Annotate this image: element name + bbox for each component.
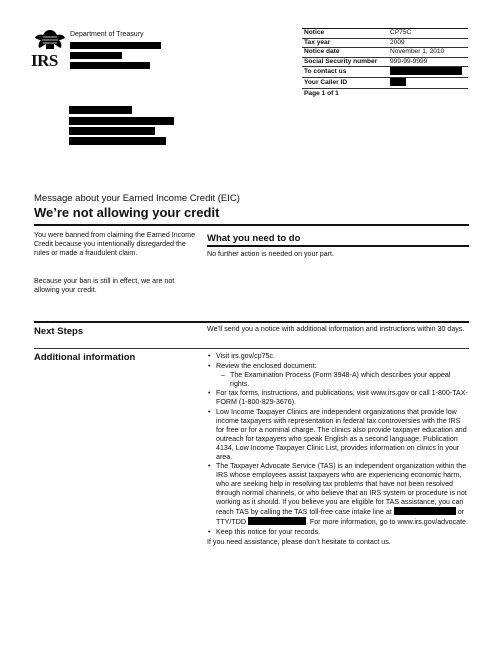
list-item [216,528,469,537]
page-number: Page 1 of 1 [304,89,339,97]
redacted-recipient-line [69,127,155,135]
list-item-text: The Taxpayer Advocate Service (TAS) is an independent organization within the IRS whose employees assist taxpayers who are experiencing economic harm, who are seeking help in resolving tax problems that have not been resolved through normal channels, or who believe that an IRS system or procedure is not working as it should. If you believe you are eligible for TAS assistance, you can reach TAS by calling the TAS toll-free case intake line at [216,462,467,516]
caller-id-row [302,78,468,89]
list-item [216,389,469,407]
tax-year-row [302,38,468,48]
redacted-address-line [70,52,122,59]
caller-id-value [388,78,468,89]
divider [34,348,469,349]
next-steps-heading: Next Steps [34,326,84,337]
message-subtitle: Message about your Earned Income Credit (EIC) [34,193,240,204]
what-you-need-heading: What you need to do [207,233,301,244]
list-item-text: or TTY/TDD [216,508,465,526]
additional-info-list [207,352,469,537]
list-item-text: For tax forms, instructions, and publications, visit www.irs.gov or call 1-800-TAX-FORM (1-800-829-3676). [216,389,468,406]
additional-info-heading: Additional information [34,352,136,363]
department-name: Department of Treasury [70,31,144,38]
page-title: We’re not allowing your credit [34,205,220,220]
notice-row [302,29,468,39]
contact-value [388,67,468,78]
list-item-text: Low Income Taxpayer Clinics are independent organizations that provide low income taxpayers with representation in federal tax controversies with the IRS for free or for a nominal charge. The clinics also provide taxpayer education and outreach for taxpayers who speak English as a second language. Publication 4134, Low Income Taxpayer Clinic List, provides information on clinics in your area. [216,407,467,461]
redacted-address-line [70,42,161,49]
ssn-value: 999-99-9999 [388,57,468,67]
notice-date-label: Notice date [302,48,388,58]
divider [34,224,469,226]
notice-value: CP75C [388,29,468,39]
tax-year-value: 2009 [388,38,468,48]
redacted-caller-id [390,78,406,86]
tax-year-label: Tax year [302,38,388,48]
list-item-text: Keep this notice for your records. [216,527,321,536]
list-item-text: Visit irs.gov/cp75c. [216,352,276,360]
contact-label: To contact us [302,67,388,78]
redacted-tty [248,517,306,525]
notice-label: Notice [302,29,388,39]
additional-info-list-container [207,352,469,547]
redacted-recipient-line [69,137,166,145]
redacted-phone [394,507,456,515]
list-item-text: . For more information, go to www.irs.gov/advocate. [305,518,468,526]
page-row [302,89,468,98]
ssn-row [302,57,468,67]
redacted-recipient-line [69,106,132,114]
contact-row [302,67,468,78]
ssn-label: Social Security number [302,57,388,67]
list-item [216,352,469,361]
irs-logo-text: IRS [31,51,58,70]
notice-date-row [302,48,468,58]
what-you-need-text: No further action is needed on your part. [207,250,334,258]
notice-date-value: November 1, 2010 [388,48,468,58]
next-steps-text: We’ll send you a notice with additional information and instructions within 30 days. [207,325,465,333]
closing-text: If you need assistance, please don’t hesitate to contact us. [207,537,391,546]
redacted-recipient-line [69,117,174,125]
list-item-text: Review the enclosed document: [216,361,317,370]
list-item [216,462,469,527]
redacted-phone [390,67,462,75]
list-item [216,362,469,389]
divider [207,245,469,247]
sub-list-item: – The Examination Process (Form 3948-A) which describes your appeal rights. [216,371,469,389]
summary-paragraph: You were banned from claiming the Earned Income Credit because you intentionally disregarded the rules or made a fraudulent claim. [34,231,196,257]
summary-paragraph: Because your ban is still in effect, we are not allowing your credit. [34,277,175,294]
redacted-address-line [70,62,150,69]
caller-id-label: Your Caller ID [302,78,388,89]
divider [34,321,469,323]
list-item [216,408,469,462]
notice-info-table [302,28,468,98]
